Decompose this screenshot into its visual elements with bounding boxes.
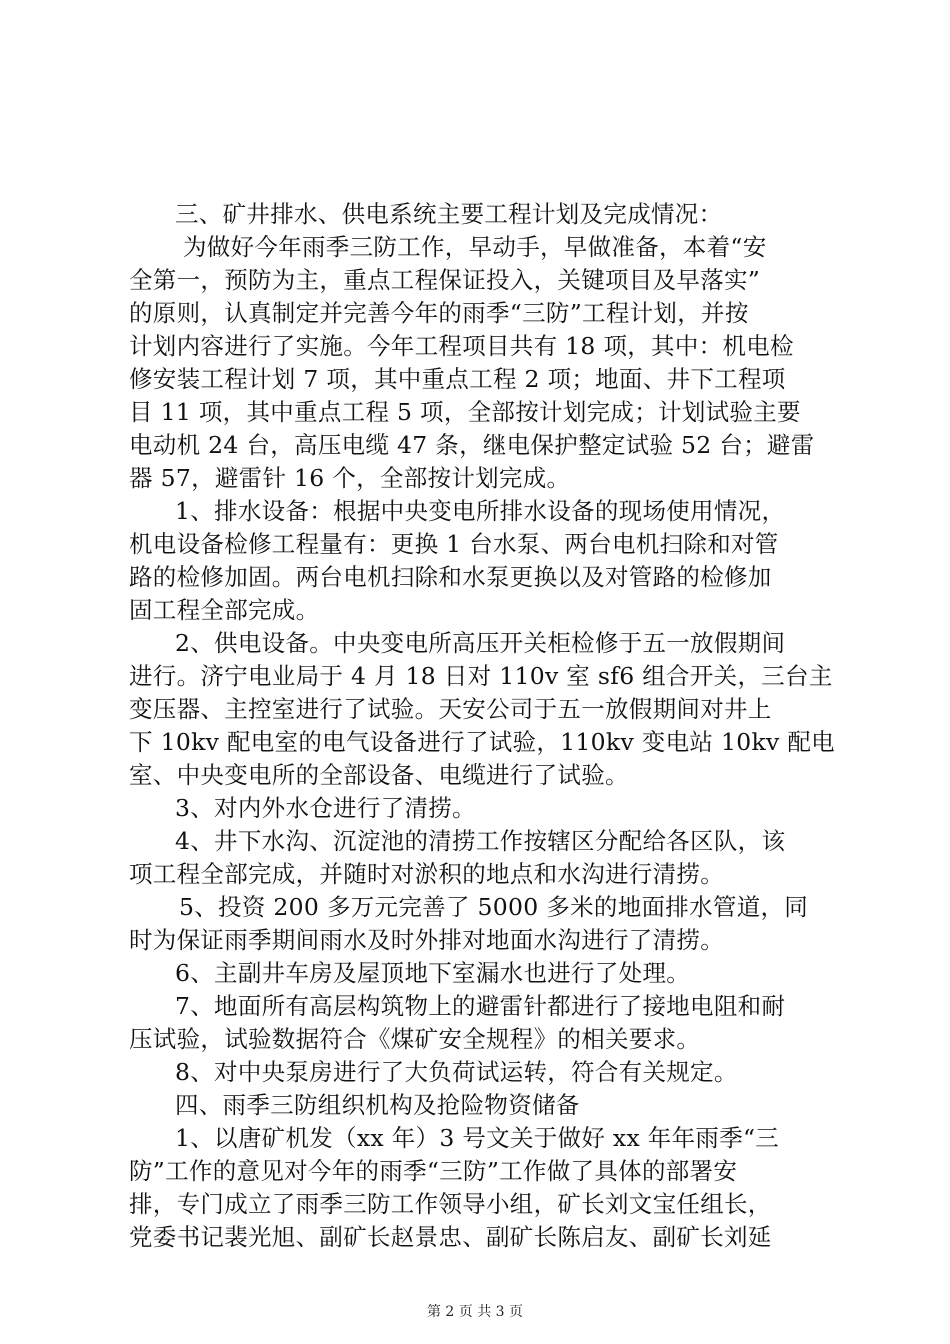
paragraph-line: 下 10kv 配电室的电气设备进行了试验，110kv 变电站 10kv 配电: [129, 728, 835, 756]
paragraph-line: 电动机 24 台，高压电缆 47 条，继电保护整定试验 52 台；避雷: [129, 431, 815, 459]
paragraph-line: 排，专门成立了雨季三防工作领导小组，矿长刘文宝任组长，: [129, 1190, 772, 1218]
paragraph-line: 目 11 项，其中重点工程 5 项，全部按计划完成；计划试验主要: [129, 398, 801, 426]
list-item-1: 1、以唐矿机发（xx 年）3 号文关于做好 xx 年年雨季“三: [175, 1124, 780, 1152]
paragraph-line: 党委书记裴光旭、副矿长赵景忠、副矿长陈启友、副矿长刘延: [129, 1223, 772, 1251]
section-heading-3: 三、矿井排水、供电系统主要工程计划及完成情况：: [175, 200, 723, 228]
paragraph-line: 固工程全部完成。: [129, 596, 320, 624]
paragraph-line: 压试验，试验数据符合《煤矿安全规程》的相关要求。: [129, 1025, 701, 1053]
section-heading-4: 四、雨季三防组织机构及抢险物资储备: [175, 1091, 580, 1119]
document-body: [129, 198, 835, 1254]
page-number-footer: 第 2 页 共 3 页: [426, 1304, 524, 1320]
paragraph-line: 修安装工程计划 7 项，其中重点工程 2 项；地面、井下工程项: [129, 365, 786, 393]
list-item-2: 2、供电设备。中央变电所高压开关柜检修于五一放假期间: [175, 629, 786, 657]
paragraph-line: 进行。济宁电业局于 4 月 18 日对 110v 室 sf6 组合开关，三台主: [129, 662, 833, 690]
paragraph-line: 全第一，预防为主，重点工程保证投入，关键项目及早落实”: [129, 266, 761, 294]
list-item-4: 4、井下水沟、沉淀池的清捞工作按辖区分配给各区队，该: [175, 827, 786, 855]
paragraph-line: 时为保证雨季期间雨水及时外排对地面水沟进行了清捞。: [129, 926, 724, 954]
paragraph-line: 室、中央变电所的全部设备、电缆进行了试验。: [129, 761, 629, 789]
paragraph-line: 为做好今年雨季三防工作，早动手，早做准备，本着“安: [183, 233, 767, 261]
list-item-7: 7、地面所有高层构筑物上的避雷针都进行了接地电阻和耐: [175, 992, 786, 1020]
list-item-1: 1、排水设备：根据中央变电所排水设备的现场使用情况，: [175, 497, 786, 525]
paragraph-line: 计划内容进行了实施。今年工程项目共有 18 项，其中：机电检: [129, 332, 794, 360]
list-item-6: 6、主副井车房及屋顶地下室漏水也进行了处理。: [175, 959, 691, 987]
paragraph-line: 机电设备检修工程量有：更换 1 台水泵、两台电机扫除和对管: [129, 530, 779, 558]
paragraph-line: 的原则，认真制定并完善今年的雨季“三防”工程计划，并按: [129, 299, 749, 327]
list-item-3: 3、对内外水仓进行了清捞。: [175, 794, 476, 822]
paragraph-line: 器 57，避雷针 16 个，全部按计划完成。: [129, 464, 571, 492]
paragraph-line: 路的检修加固。两台电机扫除和水泵更换以及对管路的检修加: [129, 563, 772, 591]
paragraph-line: 变压器、主控室进行了试验。天安公司于五一放假期间对井上: [129, 695, 772, 723]
paragraph-line: 项工程全部完成，并随时对淤积的地点和水沟进行清捞。: [129, 860, 724, 888]
paragraph-line: 防”工作的意见对今年的雨季“三防”工作做了具体的部署安: [129, 1157, 738, 1185]
list-item-8: 8、对中央泵房进行了大负荷试运转，符合有关规定。: [175, 1058, 738, 1086]
list-item-5: 5、投资 200 多万元完善了 5000 多米的地面排水管道，同: [179, 893, 809, 921]
